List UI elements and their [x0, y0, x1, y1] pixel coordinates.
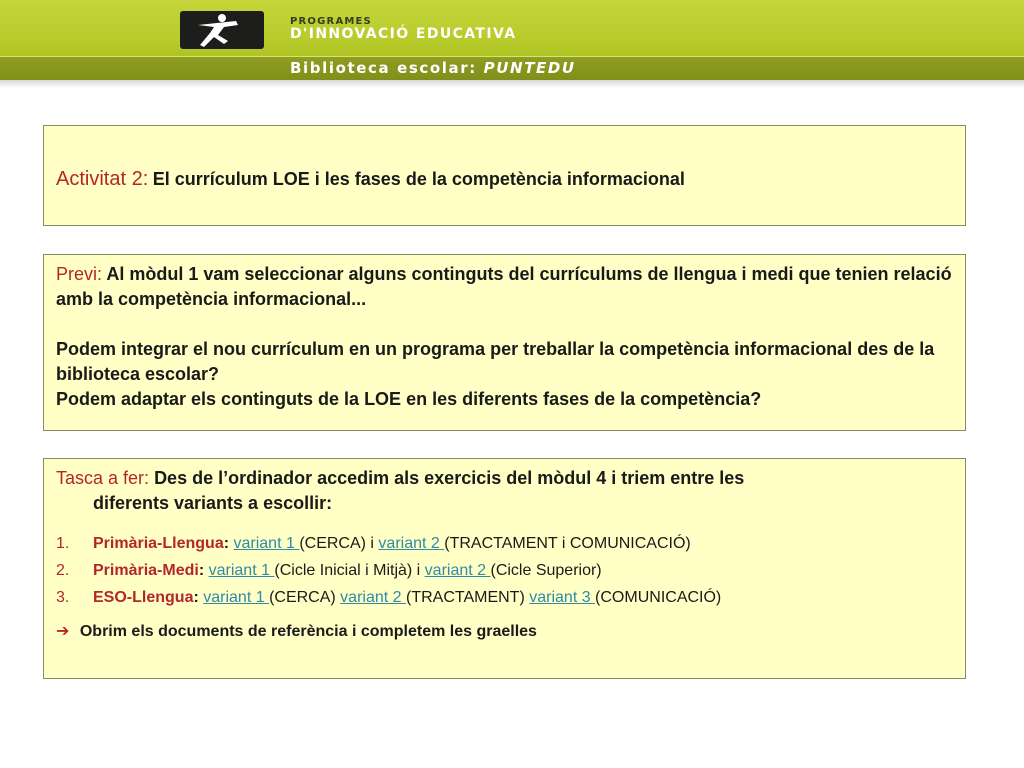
stage-label: Primària	[93, 562, 158, 579]
variant-1-desc: (CERCA) i	[299, 535, 379, 552]
list-item	[56, 557, 956, 584]
variant-3-link[interactable]: variant 3	[529, 589, 596, 606]
program-title-line1: PROGRAMES	[290, 16, 372, 27]
activity-text: El currículum LOE i les fases de la competència informacional	[152, 169, 685, 189]
stage-label: Primària	[93, 535, 158, 552]
task-label: Tasca a fer:	[56, 468, 150, 488]
task-box	[43, 458, 966, 679]
task-intro-line1: Des de l’ordinador accedim als exercicis del mòdul 4 i triem entre les	[154, 468, 745, 488]
final-instruction	[56, 621, 956, 641]
task-intro-line2: diferents variants a escollir:	[93, 493, 333, 513]
stage-label: ESO	[93, 589, 127, 606]
previ-question-1: Podem integrar el nou currículum en un programa per treballar la competència informacional des de la biblioteca escolar?	[56, 339, 935, 384]
colon: :	[198, 562, 205, 579]
title-band	[0, 56, 1024, 81]
runner-icon	[188, 13, 256, 49]
final-instruction-text: Obrim els documents de referència i completem les graelles	[79, 623, 537, 640]
list-number: 1.	[56, 535, 70, 552]
list-number: 2.	[56, 562, 70, 579]
variant-2-desc: (Cicle Superior)	[490, 562, 602, 579]
variant-1-desc: (Cicle Inicial i Mitjà) i	[274, 562, 425, 579]
header-bar	[0, 0, 1024, 80]
colon: :	[193, 589, 199, 606]
runner-logo	[180, 11, 264, 49]
colon: :	[223, 535, 230, 552]
previ-paragraph	[56, 262, 956, 312]
previ-text: Al mòdul 1 vam seleccionar alguns continguts del currículums de llengua i medi que tenien relació amb la competència informacional...	[56, 264, 952, 309]
variant-1-desc: (CERCA)	[269, 589, 341, 606]
subject-label: -Llengua	[157, 535, 224, 552]
activity-title	[56, 168, 685, 191]
variant-2-desc: (TRACTAMENT i COMUNICACIÓ)	[444, 535, 691, 552]
band-title-emphasis: PUNTEDU	[483, 59, 576, 77]
previ-question-2: Podem adaptar els continguts de la LOE en les diferents fases de la competència?	[56, 389, 762, 409]
previ-label: Previ:	[56, 264, 103, 284]
band-title-main: Biblioteca escolar:	[290, 59, 484, 77]
program-title-line2: D'INNOVACIÓ EDUCATIVA	[290, 26, 517, 42]
header-shadow	[0, 80, 1024, 88]
task-intro	[56, 466, 956, 491]
variant-1-link[interactable]: variant 1	[208, 562, 275, 579]
activity-box	[43, 125, 966, 226]
subject-label: -Llengua	[126, 589, 194, 606]
activity-label: Activitat 2:	[56, 168, 149, 190]
band-title	[290, 59, 576, 77]
variant-2-desc: (TRACTAMENT)	[405, 589, 530, 606]
list-number: 3.	[56, 589, 70, 606]
subject-label: -Medi	[157, 562, 199, 579]
list-item	[56, 584, 956, 611]
variant-list	[56, 530, 956, 611]
variant-2-link[interactable]: variant 2	[378, 535, 445, 552]
previ-box	[43, 254, 966, 431]
variant-1-link[interactable]: variant 1	[233, 535, 300, 552]
arrow-right-icon: ➔	[56, 623, 70, 640]
list-item	[56, 530, 956, 557]
variant-2-link[interactable]: variant 2	[340, 589, 406, 606]
variant-1-link[interactable]: variant 1	[203, 589, 270, 606]
variant-2-link[interactable]: variant 2	[424, 562, 491, 579]
variant-3-desc: (COMUNICACIÓ)	[595, 589, 722, 606]
